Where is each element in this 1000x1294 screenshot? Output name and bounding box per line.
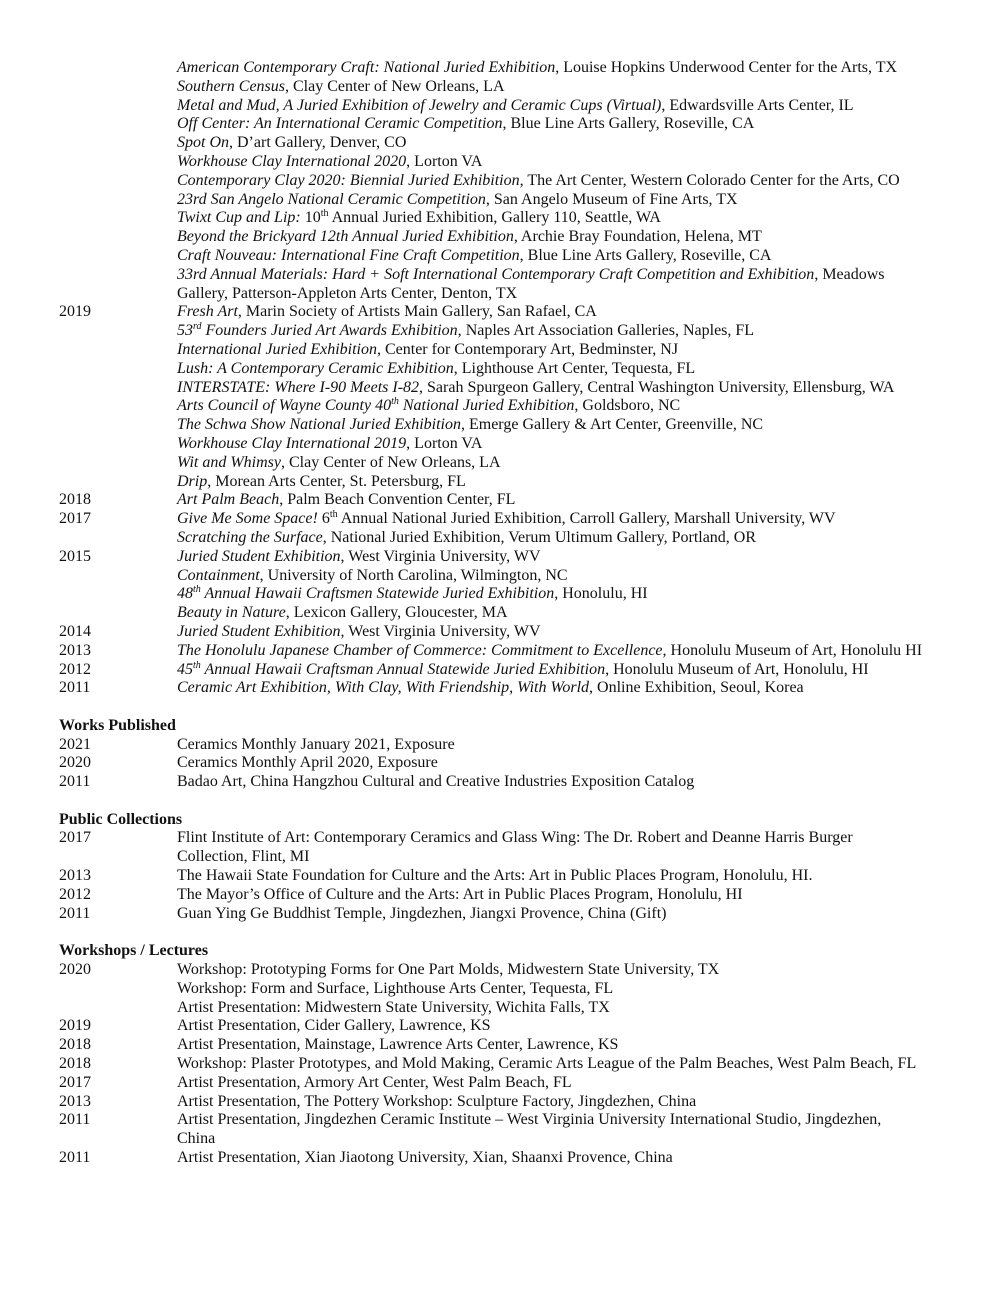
exhibition-detail: , Marin Society of Artists Main Gallery, San Rafael, CA [237, 303, 597, 321]
exhibition-title: Drip [177, 472, 208, 490]
exhibition-title: Fresh Art [177, 303, 238, 321]
section-row [0, 886, 1000, 905]
section-row [0, 848, 1000, 867]
exhibition-row [0, 191, 1000, 210]
row-entry: The Mayor’s Office of Culture and the Arts: Art in Public Places Program, Honolulu, HI [177, 885, 743, 903]
row-entry [177, 247, 977, 266]
exhibition-title: Lush: A Contemporary Ceramic Exhibition [177, 359, 454, 377]
exhibition-title: 23rd San Angelo National Ceramic Competition [177, 190, 486, 208]
exhibition-detail: The Art Center, Western Colorado Center for the Arts, CO [523, 171, 900, 189]
row-entry [177, 397, 977, 416]
section-row [0, 773, 1000, 792]
exhibition-title: 53 [177, 322, 193, 340]
exhibition-row [0, 454, 1000, 473]
exhibition-detail: , Lorton VA [406, 434, 483, 452]
section-row [0, 1130, 1000, 1149]
row-entry [177, 322, 977, 341]
row-entry: Flint Institute of Art: Contemporary Ceramics and Glass Wing: The Dr. Robert and Deanne Harris Burger [177, 829, 853, 847]
exhibition-title: Juried Student Exhibition [177, 547, 341, 565]
section-row [0, 961, 1000, 980]
row-entry: Workshop: Form and Surface, Lighthouse Arts Center, Tequesta, FL [177, 979, 614, 997]
row-entry [177, 623, 977, 642]
exhibition-title: Annual Hawaii Craftsman Annual Statewide Juried Exhibition [200, 660, 606, 678]
exhibition-detail: , Sarah Spurgeon Gallery, Central Washington University, Ellensburg, WA [419, 378, 895, 396]
exhibition-detail: , Louise Hopkins Underwood Center for the Arts, TX [555, 59, 898, 76]
row-entry [177, 548, 977, 567]
row-year: 2021 [59, 735, 91, 753]
row-entry [177, 679, 977, 698]
exhibition-title: 33rd Annual Materials: Hard + Soft International Contemporary Craft Competition and Exhibition [177, 265, 815, 283]
exhibition-row [0, 360, 1000, 379]
row-entry: Artist Presentation, The Pottery Workshop: Sculpture Factory, Jingdezhen, China [177, 1092, 697, 1110]
exhibition-detail: , Lorton VA [406, 152, 483, 170]
row-entry [177, 379, 977, 398]
row-year: 2019 [59, 1017, 91, 1035]
exhibition-title: Arts Council of Wayne County 40 [177, 397, 392, 415]
superscript-text: th [329, 509, 338, 521]
exhibition-detail: , National Juried Exhibition, Verum Ultimum Gallery, Portland, OR [322, 528, 757, 546]
row-entry [177, 491, 977, 510]
exhibition-title: Juried Student Exhibition [177, 622, 341, 640]
exhibition-detail: , Honolulu Museum of Art, Honolulu HI [662, 641, 923, 659]
exhibition-row [0, 303, 1000, 322]
row-entry: Artist Presentation: Midwestern State University, Wichita Falls, TX [177, 998, 610, 1016]
exhibition-row [0, 491, 1000, 510]
row-entry: Artist Presentation, Cider Gallery, Lawrence, KS [177, 1017, 491, 1035]
row-entry [177, 454, 977, 473]
exhibition-row [0, 397, 1000, 416]
exhibition-title: Ceramic Art Exhibition, With Clay, With Friendship, With World [177, 679, 590, 697]
row-entry [177, 510, 977, 529]
row-entry: Workshop: Plaster Prototypes, and Mold Making, Ceramic Arts League of the Palm Beaches, West Palm Beach, FL [177, 1054, 917, 1072]
exhibitions-list [0, 59, 1000, 698]
exhibition-row [0, 285, 1000, 304]
exhibition-row [0, 661, 1000, 680]
exhibition-detail: , Honolulu Museum of Art, Honolulu, HI [605, 660, 869, 678]
section-spacer [0, 698, 1000, 717]
row-entry [177, 604, 977, 623]
section-row [0, 754, 1000, 773]
row-year: 2020 [59, 754, 91, 772]
exhibition-title: Beauty in Nature [177, 604, 286, 622]
row-entry: Artist Presentation, Mainstage, Lawrence Arts Center, Lawrence, KS [177, 1036, 619, 1054]
section-row [0, 1111, 1000, 1130]
row-year: 2013 [59, 1092, 91, 1110]
exhibition-title: Twixt Cup and Lip: [177, 209, 301, 227]
row-entry [177, 153, 977, 172]
exhibition-detail: , Edwardsville Arts Center, IL [661, 96, 854, 114]
row-year: 2018 [59, 1054, 91, 1072]
exhibition-title: Contemporary Clay 2020: Biennial Juried Exhibition, [177, 171, 524, 189]
section-row [0, 905, 1000, 924]
exhibition-row [0, 416, 1000, 435]
row-year: 2012 [59, 885, 91, 903]
exhibition-detail: , San Angelo Museum of Fine Arts, TX [485, 190, 738, 208]
row-entry [177, 416, 977, 435]
cv-sections [0, 698, 1000, 1168]
row-entry [177, 115, 977, 134]
row-entry [177, 435, 977, 454]
exhibition-title: Spot On [177, 134, 229, 152]
exhibition-title: American Contemporary Craft: National Juried Exhibition [177, 59, 556, 76]
exhibition-detail: , Blue Line Arts Gallery, Roseville, CA [519, 246, 772, 264]
row-entry: The Hawaii State Foundation for Culture and the Arts: Art in Public Places Program, Honolulu, HI. [177, 867, 813, 885]
exhibition-row [0, 642, 1000, 661]
exhibition-row [0, 679, 1000, 698]
row-year: 2012 [59, 660, 91, 678]
exhibition-row [0, 435, 1000, 454]
exhibition-detail: , Online Exhibition, Seoul, Korea [589, 679, 804, 697]
section-row [0, 980, 1000, 999]
exhibition-title: Off Center: An International Ceramic Competition [177, 115, 503, 133]
cv-page [0, 59, 1000, 1168]
exhibition-detail: , Clay Center of New Orleans, LA [281, 453, 501, 471]
exhibition-detail: , Lighthouse Art Center, Tequesta, FL [453, 359, 696, 377]
exhibition-row [0, 78, 1000, 97]
exhibition-detail: , D’art Gallery, Denver, CO [229, 134, 407, 152]
exhibition-detail: , Morean Arts Center, St. Petersburg, FL [207, 472, 466, 490]
row-entry [177, 134, 977, 153]
exhibition-title: 48 [177, 585, 193, 603]
exhibition-row [0, 153, 1000, 172]
exhibition-title: Craft Nouveau: International Fine Craft Competition [177, 246, 520, 264]
row-year: 2017 [59, 829, 91, 847]
exhibition-detail: , Meadows [814, 265, 885, 283]
row-year: 2020 [59, 960, 91, 978]
row-entry: Ceramics Monthly April 2020, Exposure [177, 754, 438, 772]
exhibition-title: Southern Census [177, 77, 285, 95]
row-year: 2014 [59, 622, 91, 640]
exhibition-detail: Annual Juried Exhibition, Gallery 110, Seattle, WA [328, 209, 661, 227]
exhibition-row [0, 604, 1000, 623]
exhibition-title: The Schwa Show National Juried Exhibition [177, 416, 461, 434]
exhibition-row [0, 548, 1000, 567]
exhibition-row [0, 322, 1000, 341]
exhibition-title: Scratching the Surface [177, 528, 323, 546]
exhibition-detail: , Blue Line Arts Gallery, Roseville, CA [502, 115, 755, 133]
row-entry [177, 172, 977, 191]
exhibition-title: INTERSTATE: Where I-90 Meets I-82 [177, 378, 420, 396]
superscript-text: th [320, 208, 329, 220]
row-entry [177, 529, 977, 548]
section-row [0, 867, 1000, 886]
exhibition-title: Workhouse Clay International 2019 [177, 434, 407, 452]
exhibition-title: Metal and Mud, A Juried Exhibition of Jewelry and Ceramic Cups (Virtual) [177, 96, 662, 114]
section-row [0, 1093, 1000, 1112]
row-entry: Collection, Flint, MI [177, 848, 310, 866]
row-entry [177, 97, 977, 116]
exhibition-title: Founders Juried Art Awards Exhibition, [201, 322, 462, 340]
exhibition-detail: 6 [317, 510, 330, 528]
exhibition-row [0, 473, 1000, 492]
exhibition-detail: , Honolulu, HI [554, 585, 648, 603]
section-row [0, 1149, 1000, 1168]
exhibition-row [0, 623, 1000, 642]
row-entry [177, 585, 977, 604]
row-entry [177, 191, 977, 210]
exhibition-title: International Juried Exhibition, [177, 340, 381, 358]
exhibition-row [0, 172, 1000, 191]
row-entry [177, 78, 977, 97]
exhibition-title: The Honolulu Japanese Chamber of Commerce: Commitment to Excellence [177, 641, 663, 659]
exhibition-row [0, 59, 1000, 78]
exhibition-detail: , University of North Carolina, Wilmington, NC [259, 566, 568, 584]
exhibition-row [0, 567, 1000, 586]
row-entry [177, 228, 977, 247]
superscript-text: rd [193, 321, 202, 333]
row-entry: Badao Art, China Hangzhou Cultural and Creative Industries Exposition Catalog [177, 773, 695, 791]
row-entry: Artist Presentation, Jingdezhen Ceramic Institute – West Virginia University International Studio, Jingdezhen, [177, 1111, 882, 1129]
row-entry: Artist Presentation, Xian Jiaotong University, Xian, Shaanxi Provence, China [177, 1148, 673, 1166]
row-year: 2019 [59, 303, 91, 321]
row-entry: Guan Ying Ge Buddhist Temple, Jingdezhen, Jiangxi Provence, China (Gift) [177, 904, 667, 922]
exhibition-row [0, 341, 1000, 360]
row-year: 2011 [59, 904, 91, 922]
exhibition-detail: , Lexicon Gallery, Gloucester, MA [285, 604, 508, 622]
exhibition-title: Art Palm Beach [177, 491, 280, 509]
row-entry: China [177, 1130, 216, 1148]
section-heading: Works Published [59, 716, 176, 734]
row-entry [177, 341, 977, 360]
exhibition-row [0, 247, 1000, 266]
section-row [0, 736, 1000, 755]
row-year: 2018 [59, 491, 91, 509]
exhibition-row [0, 228, 1000, 247]
exhibition-title: National Juried Exhibition [398, 397, 575, 415]
exhibition-detail: , Palm Beach Convention Center, FL [279, 491, 516, 509]
row-entry [177, 661, 977, 680]
row-entry [177, 303, 977, 322]
exhibition-detail: , Goldsboro, NC [574, 397, 681, 415]
row-entry: Workshop: Prototyping Forms for One Part Molds, Midwestern State University, TX [177, 960, 720, 978]
exhibition-row [0, 510, 1000, 529]
exhibition-detail: , West Virginia University, WV [340, 622, 541, 640]
exhibition-title: Wit and Whimsy [177, 453, 281, 471]
exhibition-row [0, 115, 1000, 134]
exhibition-detail: Annual National Juried Exhibition, Carroll Gallery, Marshall University, WV [337, 510, 836, 528]
section-row [0, 1055, 1000, 1074]
row-year: 2018 [59, 1036, 91, 1054]
section-row [0, 999, 1000, 1018]
exhibition-detail: Center for Contemporary Art, Bedminster, NJ [380, 340, 679, 358]
exhibition-detail: Naples Art Association Galleries, Naples, FL [461, 322, 755, 340]
section-heading: Public Collections [59, 810, 183, 828]
row-year: 2013 [59, 867, 91, 885]
exhibition-row [0, 209, 1000, 228]
exhibition-row [0, 585, 1000, 604]
section-spacer [0, 923, 1000, 942]
row-year: 2011 [59, 1148, 91, 1166]
row-entry [177, 642, 977, 661]
row-entry [177, 473, 977, 492]
exhibition-detail: , West Virginia University, WV [340, 547, 541, 565]
section-row [0, 829, 1000, 848]
exhibition-title: Beyond the Brickyard 12th Annual Juried Exhibition [177, 228, 514, 246]
row-entry [177, 59, 977, 78]
section-heading: Workshops / Lectures [59, 942, 209, 960]
exhibition-detail: , Archie Bray Foundation, Helena, MT [513, 228, 762, 246]
exhibition-title: Give Me Some Space! [177, 510, 318, 528]
row-entry [177, 360, 977, 379]
exhibition-detail: 10 [300, 209, 321, 227]
exhibition-title: Workhouse Clay International 2020 [177, 152, 407, 170]
exhibition-detail: Gallery, Patterson-Appleton Arts Center, Denton, TX [177, 284, 518, 302]
exhibition-row [0, 134, 1000, 153]
exhibition-row [0, 266, 1000, 285]
superscript-text: th [193, 584, 201, 596]
exhibition-row [0, 529, 1000, 548]
row-year: 2011 [59, 773, 91, 791]
exhibition-row [0, 379, 1000, 398]
row-entry: Ceramics Monthly January 2021, Exposure [177, 735, 455, 753]
exhibition-detail: , Clay Center of New Orleans, LA [285, 77, 505, 95]
superscript-text: th [193, 659, 201, 671]
row-entry [177, 285, 977, 304]
row-year: 2015 [59, 547, 91, 565]
row-year: 2013 [59, 641, 91, 659]
superscript-text: th [391, 396, 399, 408]
exhibition-detail: , Emerge Gallery & Art Center, Greenville, NC [460, 416, 764, 434]
exhibition-title: Containment [177, 566, 260, 584]
section-row [0, 1017, 1000, 1036]
row-year: 2011 [59, 1111, 91, 1129]
row-entry: Artist Presentation, Armory Art Center, West Palm Beach, FL [177, 1073, 572, 1091]
section-row [0, 1074, 1000, 1093]
section-row [0, 1036, 1000, 1055]
exhibition-title: Annual Hawaii Craftsmen Statewide Juried Exhibition [200, 585, 555, 603]
row-year: 2017 [59, 1073, 91, 1091]
row-entry [177, 567, 977, 586]
exhibition-row [0, 97, 1000, 116]
exhibition-title: 45 [177, 660, 193, 678]
row-entry [177, 209, 977, 228]
row-entry [177, 266, 977, 285]
section-spacer [0, 792, 1000, 811]
row-year: 2017 [59, 510, 91, 528]
row-year: 2011 [59, 679, 91, 697]
